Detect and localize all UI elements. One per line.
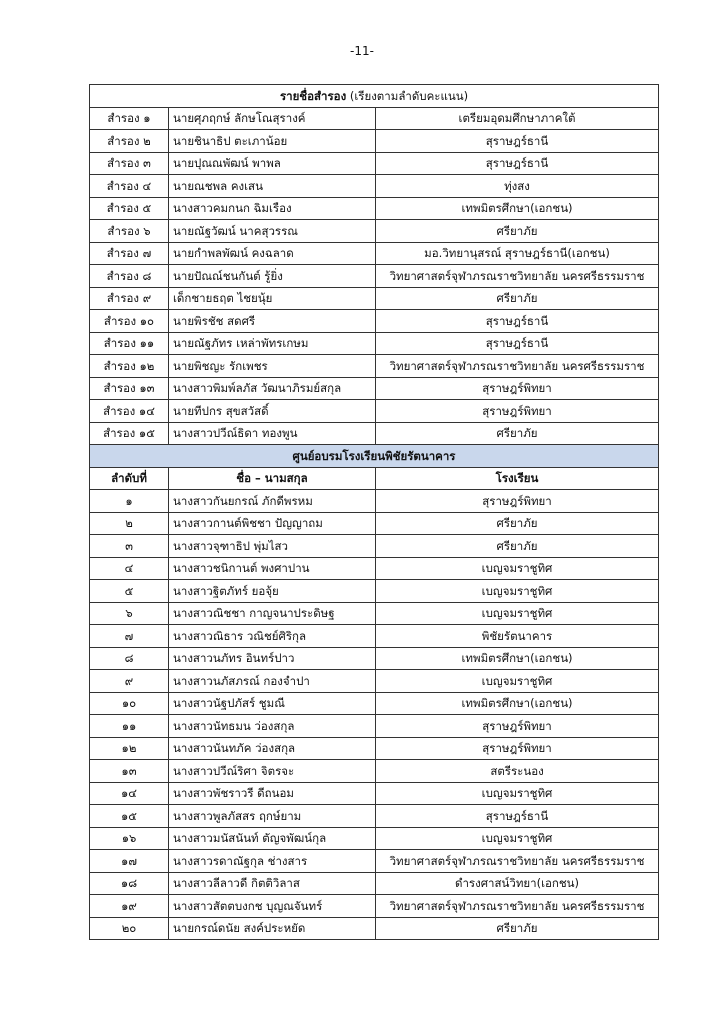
name-cell: นางสาวลีลาวดี กิตติวิลาส [169, 872, 376, 895]
school-cell: เตรียมอุดมศึกษาภาคใต้ [376, 107, 659, 130]
name-cell: นายณัฐภัทร เหล่าพัทรเกษม [169, 332, 376, 355]
reserve-row [90, 332, 659, 355]
center-section-header [90, 445, 659, 468]
name-cell: นางสาวปวีณ์ริศา จิตรจะ [169, 760, 376, 783]
school-cell: มอ.วิทยานุสรณ์ สุราษฎร์ธานี(เอกชน) [376, 242, 659, 265]
center-row [90, 535, 659, 558]
center-row [90, 805, 659, 828]
school-cell: วิทยาศาสตร์จุฬาภรณราชวิทยาลัย นครศรีธรรมราช [376, 850, 659, 873]
column-header-row [90, 467, 659, 490]
reserve-section-title: รายชื่อสำรอง [279, 88, 347, 103]
reserve-row [90, 265, 659, 288]
center-row [90, 782, 659, 805]
center-row [90, 512, 659, 535]
rank-cell: ๒ [90, 512, 169, 535]
rank-cell: สำรอง ๑๓ [90, 377, 169, 400]
school-cell: ศรียาภัย [376, 512, 659, 535]
rank-cell: ๑๗ [90, 850, 169, 873]
rank-cell: สำรอง ๒ [90, 130, 169, 153]
name-cell: นางสาวนภัสภรณ์ กองจำปา [169, 670, 376, 693]
name-cell: นายกำพลพัฒน์ คงฉลาด [169, 242, 376, 265]
rank-cell: ๑๓ [90, 760, 169, 783]
rank-cell: สำรอง ๓ [90, 152, 169, 175]
rank-cell: ๑ [90, 490, 169, 513]
name-cell: นายกรณ์ดนัย สงค์ประหยัด [169, 917, 376, 940]
column-header-name: ชื่อ – นามสกุล [169, 467, 376, 490]
name-cell: นางสาวกานต์พิชชา ปัญญาถม [169, 512, 376, 535]
name-cell: นางสาวนภัทร อินทร์ปาว [169, 647, 376, 670]
school-cell: เทพมิตรศึกษา(เอกชน) [376, 647, 659, 670]
school-cell: เบญจมราชูทิศ [376, 782, 659, 805]
name-cell: นางสาวพูลภัสสร ฤกษ์ยาม [169, 805, 376, 828]
reserve-row [90, 220, 659, 243]
school-cell: สตรีระนอง [376, 760, 659, 783]
rank-cell: ๑๙ [90, 895, 169, 918]
name-cell: นายปัณณ์ชนกันต์ รู้ยิ่ง [169, 265, 376, 288]
center-row [90, 850, 659, 873]
reserve-row [90, 107, 659, 130]
school-cell: สุราษฎร์ธานี [376, 332, 659, 355]
name-cell: นางสาวชนิกานต์ พงศาปาน [169, 557, 376, 580]
reserve-row [90, 130, 659, 153]
rank-cell: สำรอง ๑๔ [90, 400, 169, 423]
center-row [90, 872, 659, 895]
reserve-row [90, 175, 659, 198]
school-cell: ศรียาภัย [376, 220, 659, 243]
column-header-school: โรงเรียน [376, 467, 659, 490]
rank-cell: ๓ [90, 535, 169, 558]
school-cell: ศรียาภัย [376, 422, 659, 445]
name-cell: นายณชพล คงเสน [169, 175, 376, 198]
center-row [90, 625, 659, 648]
page-number: -11- [350, 44, 374, 58]
rank-cell: ๕ [90, 580, 169, 603]
rank-cell: ๑๐ [90, 692, 169, 715]
rank-cell: ๗ [90, 625, 169, 648]
school-cell: สุราษฎร์พิทยา [376, 737, 659, 760]
rank-cell: ๑๑ [90, 715, 169, 738]
school-cell: สุราษฎร์ธานี [376, 805, 659, 828]
school-cell: เบญจมราชูทิศ [376, 827, 659, 850]
school-cell: วิทยาศาสตร์จุฬาภรณราชวิทยาลัย นครศรีธรรมราช [376, 895, 659, 918]
center-row [90, 827, 659, 850]
name-cell: นายพิชญะ รักเพชร [169, 355, 376, 378]
name-cell: นางสาวสัตตบงกช บุญณจันทร์ [169, 895, 376, 918]
center-row [90, 692, 659, 715]
center-row [90, 760, 659, 783]
reserve-row [90, 287, 659, 310]
name-cell: นางสาวคมกนก ฉิมเรือง [169, 197, 376, 220]
school-cell: ศรียาภัย [376, 287, 659, 310]
name-cell: เด็กชายธฤต ไชยนุ้ย [169, 287, 376, 310]
rank-cell: ๘ [90, 647, 169, 670]
name-cell: นางสาวมนัสนันท์ ตัญจพัฒน์กุล [169, 827, 376, 850]
center-row [90, 715, 659, 738]
rank-cell: สำรอง ๑ [90, 107, 169, 130]
rank-cell: สำรอง ๙ [90, 287, 169, 310]
reserve-row [90, 242, 659, 265]
rank-cell: ๑๖ [90, 827, 169, 850]
school-cell: สุราษฎร์พิทยา [376, 377, 659, 400]
reserve-row [90, 355, 659, 378]
name-cell: นางสาวกันยกรณ์ ภักดีพรหม [169, 490, 376, 513]
rank-cell: สำรอง ๑๐ [90, 310, 169, 333]
school-cell: ทุ่งสง [376, 175, 659, 198]
name-cell: นางสาวพัชราวรี ดีถนอม [169, 782, 376, 805]
reserve-row [90, 310, 659, 333]
name-cell: นายปุณณพัฒน์ พาพล [169, 152, 376, 175]
school-cell: เทพมิตรศึกษา(เอกชน) [376, 692, 659, 715]
name-cell: นายพิรชัช สดศรี [169, 310, 376, 333]
name-cell: นางสาวนันทภัค ว่องสกุล [169, 737, 376, 760]
school-cell: สุราษฎร์ธานี [376, 310, 659, 333]
name-cell: นายศุภฤกษ์ ลักษโณสุรางค์ [169, 107, 376, 130]
students-table [89, 84, 659, 940]
name-cell: นางสาวนัทธมน ว่องสกุล [169, 715, 376, 738]
name-cell: นายทีปกร สุขสวัสดิ์ [169, 400, 376, 423]
name-cell: นางสาวจุฑาธิป พุ่มไสว [169, 535, 376, 558]
rank-cell: สำรอง ๕ [90, 197, 169, 220]
students-table-body [90, 85, 659, 940]
name-cell: นางสาวณิชชา กาญจนาประดิษฐ [169, 602, 376, 625]
name-cell: นางสาวฐิตภัทร์ ยอจุ้ย [169, 580, 376, 603]
rank-cell: ๑๕ [90, 805, 169, 828]
name-cell: นายณัฐวัฒน์ นาคสุวรรณ [169, 220, 376, 243]
school-cell: สุราษฎร์พิทยา [376, 400, 659, 423]
center-row [90, 895, 659, 918]
rank-cell: สำรอง ๑๒ [90, 355, 169, 378]
rank-cell: ๑๒ [90, 737, 169, 760]
school-cell: ศรียาภัย [376, 917, 659, 940]
rank-cell: สำรอง ๘ [90, 265, 169, 288]
name-cell: นางสาวพิมพ์ลภัส วัฒนาภิรมย์สกุล [169, 377, 376, 400]
school-cell: เบญจมราชูทิศ [376, 602, 659, 625]
center-row [90, 917, 659, 940]
rank-cell: สำรอง ๑๕ [90, 422, 169, 445]
reserve-section-subtitle: (เรียงตามลำดับคะแนน) [346, 88, 469, 103]
center-row [90, 490, 659, 513]
school-cell: สุราษฎร์ธานี [376, 130, 659, 153]
center-row [90, 647, 659, 670]
school-cell: เบญจมราชูทิศ [376, 580, 659, 603]
name-cell: นางสาวปวีณ์ธิดา ทองพูน [169, 422, 376, 445]
rank-cell: ๑๔ [90, 782, 169, 805]
rank-cell: ๑๘ [90, 872, 169, 895]
school-cell: พิชัยรัตนาคาร [376, 625, 659, 648]
school-cell: เทพมิตรศึกษา(เอกชน) [376, 197, 659, 220]
rank-cell: สำรอง ๖ [90, 220, 169, 243]
school-cell: เบญจมราชูทิศ [376, 557, 659, 580]
name-cell: นางสาวรดาณัฐกุล ช่างสาร [169, 850, 376, 873]
rank-cell: สำรอง ๑๑ [90, 332, 169, 355]
school-cell: วิทยาศาสตร์จุฬาภรณราชวิทยาลัย นครศรีธรรมราช [376, 355, 659, 378]
rank-cell: ๙ [90, 670, 169, 693]
rank-cell: ๔ [90, 557, 169, 580]
school-cell: เบญจมราชูทิศ [376, 670, 659, 693]
reserve-section-header [90, 85, 659, 108]
center-row [90, 580, 659, 603]
school-cell: สุราษฎร์พิทยา [376, 490, 659, 513]
rank-cell: สำรอง ๔ [90, 175, 169, 198]
rank-cell: ๒๐ [90, 917, 169, 940]
reserve-row [90, 197, 659, 220]
school-cell: สุราษฎร์พิทยา [376, 715, 659, 738]
rank-cell: ๖ [90, 602, 169, 625]
center-row [90, 737, 659, 760]
school-cell: วิทยาศาสตร์จุฬาภรณราชวิทยาลัย นครศรีธรรมราช [376, 265, 659, 288]
center-section-title: ศูนย์อบรมโรงเรียนพิชัยรัตนาคาร [90, 445, 659, 468]
school-cell: ศรียาภัย [376, 535, 659, 558]
reserve-row [90, 152, 659, 175]
center-row [90, 557, 659, 580]
reserve-row [90, 377, 659, 400]
center-row [90, 602, 659, 625]
reserve-section-title-cell [90, 85, 659, 108]
school-cell: สุราษฎร์ธานี [376, 152, 659, 175]
name-cell: นายชินาธิป ตะเภาน้อย [169, 130, 376, 153]
reserve-row [90, 400, 659, 423]
rank-cell: สำรอง ๗ [90, 242, 169, 265]
school-cell: ดำรงศาสน์วิทยา(เอกชน) [376, 872, 659, 895]
reserve-row [90, 422, 659, 445]
name-cell: นางสาวนัฐปภัสร์ ชูมณี [169, 692, 376, 715]
column-header-rank: ลำดับที่ [90, 467, 169, 490]
name-cell: นางสาวณิธาร วณิชย์ศิริกุล [169, 625, 376, 648]
center-row [90, 670, 659, 693]
